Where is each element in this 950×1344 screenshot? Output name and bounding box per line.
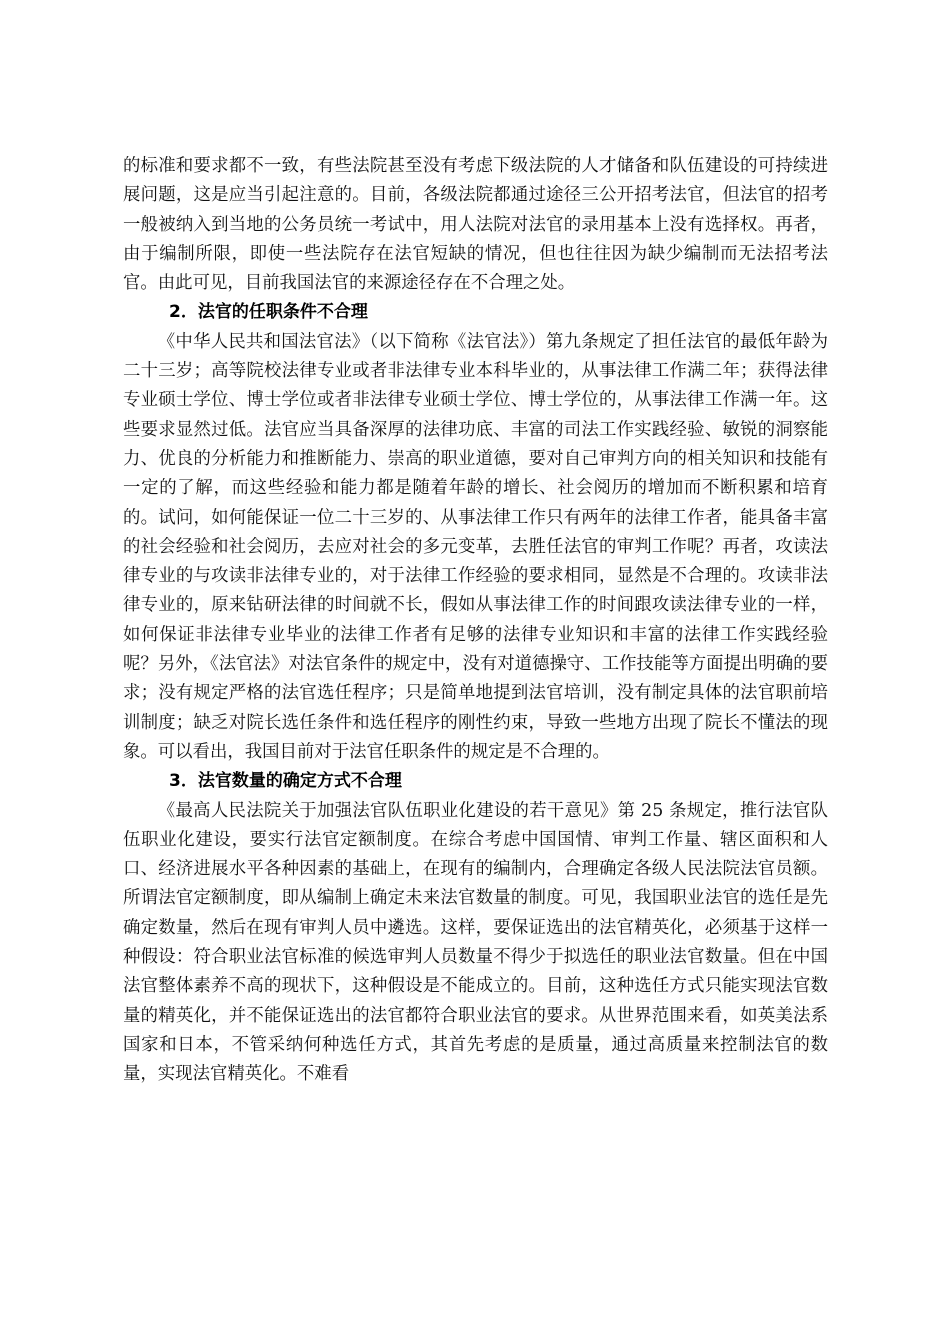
paragraph-continuation: 的标准和要求都不一致，有些法院甚至没有考虑下级法院的人才储备和队伍建设的可持续进展问题，这是应当引起注意的。目前，各级法院都通过途径三公开招考法官，但法官的招考一般被纳入到当地的公务员统一考试中，用人法院对法官的录用基本上没有选择权。再者，由于编制所限，即使一些法院存在法官短缺的情况，但也往往因为缺少编制而无法招考法官。由此可见，目前我国法官的来源途径存在不合理之处。 [123,156,828,294]
paragraph-judge-quota: 《最高人民法院关于加强法官队伍职业化建设的若干意见》第 25 条规定，推行法官队伍职业化建设，要实行法官定额制度。在综合考虑中国国情、审判工作量、辖区面积和人口、经济进展水平各种因素的基础上，在现有的编制内，合理确定各级人民法院法官员额。所谓法官定额制度，即从编制上确定未来法官数量的制度。可见，我国职业法官的选任是先确定数量，然后在现有审判人员中遴选。这样，要保证选出的法官精英化，必须基于这样一种假设：符合职业法官标准的候选审判人员数量不得少于拟选任的职业法官数量。但在中国法官整体素养不高的现状下，这种假设是不能成立的。目前，这种选任方式只能实现法官数量的精英化，并不能保证选出的法官都符合职业法官的要求。从世界范围来看，如英美法系国家和日本，不管采纳何种选任方式，其首先考虑的是质量，通过高质量来控制法官的数量，实现法官精英化。不难看 [123,800,828,1085]
document-body [123,152,828,1090]
paragraph-judge-qualifications: 《中华人民共和国法官法》（以下简称《法官法》）第九条规定了担任法官的最低年龄为二十三岁；高等院校法律专业或者非法律专业本科毕业的，从事法律工作满二年；获得法律专业硕士学位、博士学位或者非法律专业硕士学位、博士学位的，从事法律工作满一年。这些要求显然过低。法官应当具备深厚的法律功底、丰富的司法工作实践经验、敏锐的洞察能力、优良的分析能力和推断能力、崇高的职业道德，要对自己审判方向的相关知识和技能有一定的了解，而这些经验和能力都是随着年龄的增长、社会阅历的增加而不断积累和培育的。试问，如何能保证一位二十三岁的、从事法律工作只有两年的法律工作者，能具备丰富的社会经验和社会阅历，去应对社会的多元变革，去胜任法官的审判工作呢？再者，攻读法律专业的与攻读非法律专业的，对于法律工作经验的要求相同，显然是不合理的。攻读非法律专业的，原来钻研法律的时间就不长，假如从事法律工作的时间跟攻读法律专业的一样，如何保证非法律专业毕业的法律工作者有足够的法律专业知识和丰富的法律工作实践经验呢？另外，《法官法》对法官条件的规定中，没有对道德操守、工作技能等方面提出明确的要求；没有规定严格的法官选任程序；只是简单地提到法官培训，没有制定具体的法官职前培训制度；缺乏对院长选任条件和选任程序的刚性约束，导致一些地方出现了院长不懂法的现象。可以看出，我国目前对于法官任职条件的规定是不合理的。 [123,331,828,762]
section-heading-2: 2．法官的任职条件不合理 [169,302,368,323]
section-heading-3: 3．法官数量的确定方式不合理 [169,771,402,792]
